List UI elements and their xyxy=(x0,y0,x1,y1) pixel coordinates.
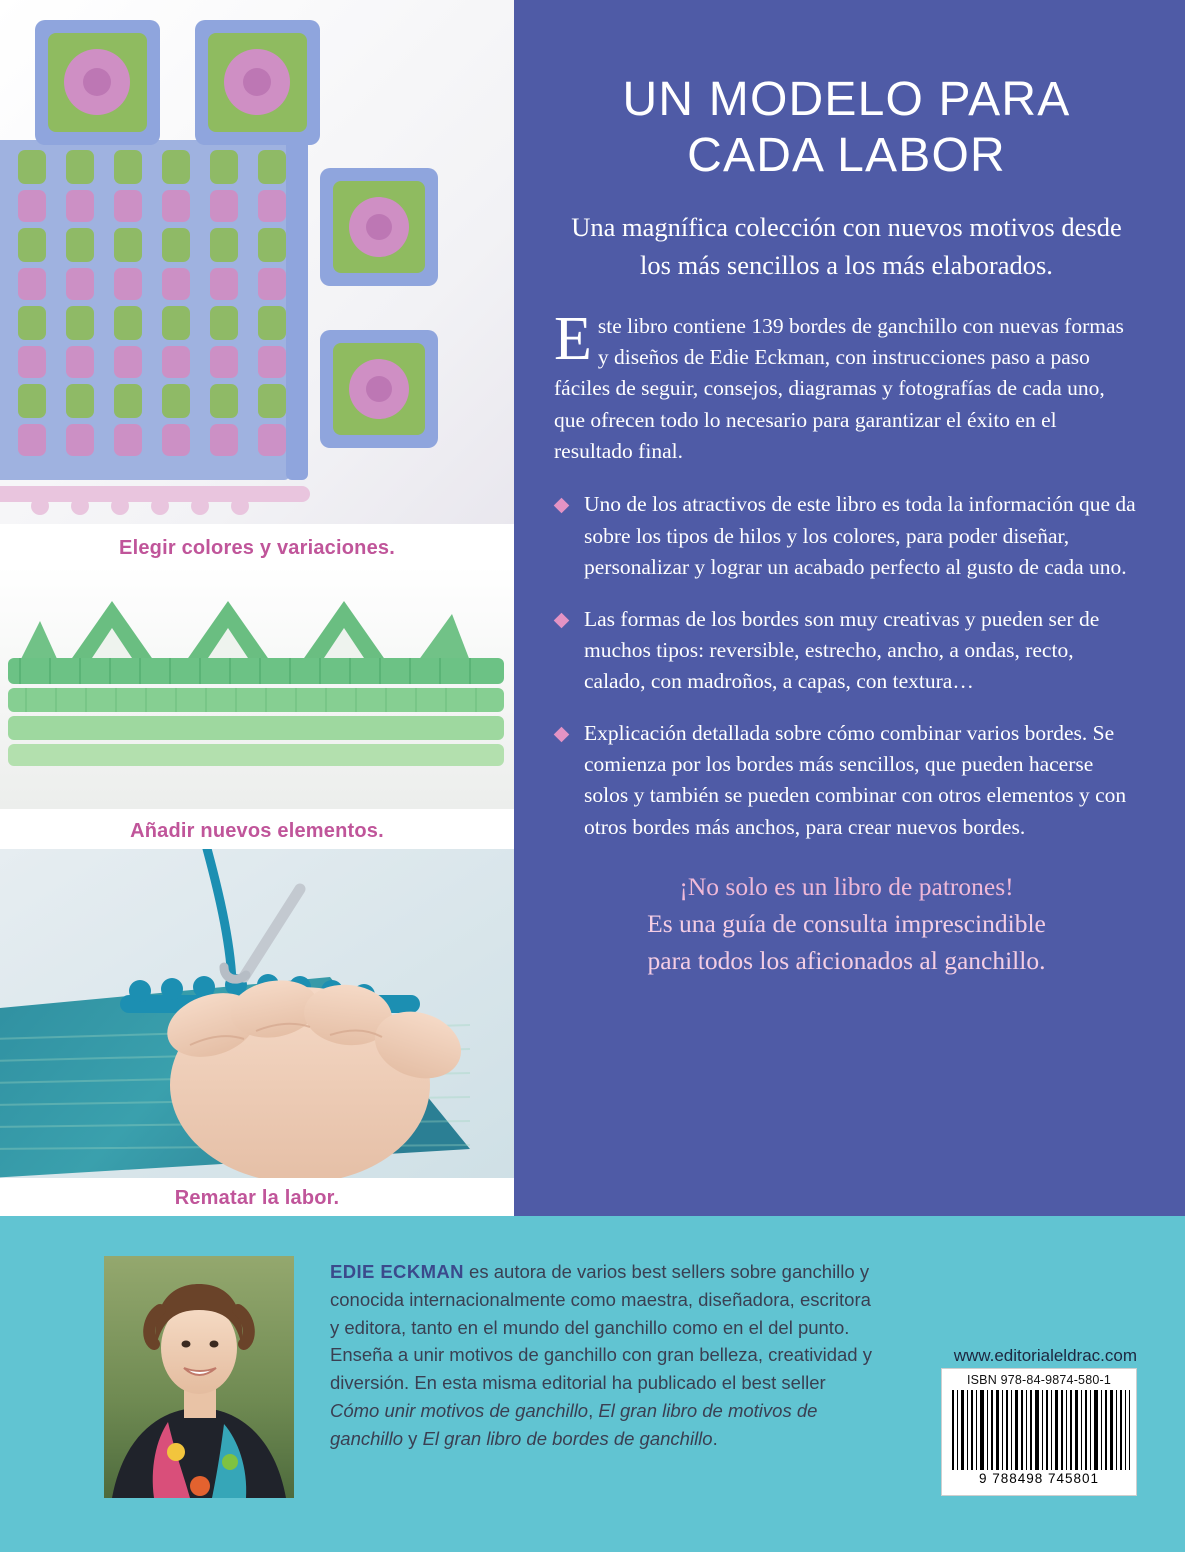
list-item xyxy=(554,604,1139,698)
page-title: UN MODELO PARA CADA LABOR xyxy=(622,73,1071,182)
drop-cap: E xyxy=(554,304,592,373)
green-edging-artwork xyxy=(0,566,514,809)
author-bio xyxy=(330,1258,875,1452)
text-column xyxy=(514,0,1185,1216)
hands-crocheting-artwork xyxy=(0,849,514,1178)
publisher-website[interactable]: www.editorialeldrac.com xyxy=(953,1346,1137,1365)
photo-caption: Rematar la labor. xyxy=(174,1187,340,1209)
intro-paragraph xyxy=(554,304,1139,468)
list-item-text: Explicación detallada sobre cómo combinar varios bordes. Se comienza por los bordes más sencillos, que pueden hacerse solos y también se pueden combinar con otros elementos y con otros bordes más anchos, para crear nuevos bordes. xyxy=(584,720,1127,839)
list-item-text: Las formas de los bordes son muy creativas y pueden ser de muchos tipos: reversible, estrecho, ancho, a ondas, recto, calado, con madroños, a capas, con textura… xyxy=(584,606,1100,694)
photo-column xyxy=(0,0,514,1216)
granny-square-svg xyxy=(0,0,514,524)
photo-caption: Añadir nuevos elementos. xyxy=(130,820,384,842)
photo-granny-squares xyxy=(0,0,514,566)
bio-sep-2: y xyxy=(403,1427,423,1449)
book-title-3: El gran libro de bordes de ganchillo xyxy=(422,1427,713,1449)
list-item xyxy=(554,489,1139,583)
author-portrait-svg xyxy=(104,1256,294,1498)
photo-hands-crocheting xyxy=(0,849,514,1216)
closing-line-1: ¡No solo es un libro de patrones! xyxy=(679,872,1014,902)
list-item-text: Uno de los atractivos de este libro es toda la información que da sobre los tipos de hilos y los colores, para poder diseñar, personalizar y lograr un acabado perfecto al gusto de cada uno. xyxy=(584,492,1136,580)
list-item xyxy=(554,718,1139,844)
intro-text: ste libro contiene 139 bordes de ganchillo con nuevas formas y diseños de Edie Eckman, con instrucciones paso a paso fáciles de seguir, consejos, diagramas y fotografías de cada uno, que ofrecen todo lo necesario para garantizar el éxito en el resultado final. xyxy=(554,313,1124,464)
photo-green-edging xyxy=(0,566,514,849)
book-title-1: Cómo unir motivos de ganchillo xyxy=(330,1399,589,1421)
bio-end: . xyxy=(712,1427,718,1449)
closing-line-2: Es una guía de consulta imprescindible xyxy=(647,908,1046,938)
book-title-2: El gran libro de motivos de ganchillo xyxy=(330,1399,818,1449)
author-bar xyxy=(0,1216,1185,1552)
barcode-bars xyxy=(948,1390,1130,1470)
photo-caption: Elegir colores y variaciones. xyxy=(119,537,395,559)
diamond-bullet-icon xyxy=(554,498,570,514)
author-portrait xyxy=(104,1256,294,1498)
author-bio-part1: es autora de varios best sellers sobre ganchillo y conocida internacionalmente como maestra, diseñadora, escritora y editora, tanto en el mundo del ganchillo como en el del punto. Enseña a unir motivos de ganchillo con gran belleza, creatividad y diversión. En esta misma editorial ha publicado el best seller xyxy=(330,1261,872,1393)
isbn-barcode xyxy=(941,1368,1137,1496)
isbn-label: ISBN 978-84-9874-580-1 xyxy=(966,1373,1112,1387)
granny-square-artwork xyxy=(0,0,514,524)
feature-list xyxy=(554,489,1139,843)
subtitle: Una magnífica colección con nuevos motivos desde los más sencillos a los más elaborados. xyxy=(571,212,1122,280)
diamond-bullet-icon xyxy=(554,612,570,628)
diamond-bullet-icon xyxy=(554,726,570,742)
closing-statement xyxy=(554,869,1139,979)
bio-sep-1: , xyxy=(588,1399,599,1421)
hands-crocheting-svg xyxy=(0,849,514,1178)
isbn-digits: 9 788498 745801 xyxy=(978,1471,1100,1486)
green-edging-svg xyxy=(0,566,514,809)
author-name: EDIE ECKMAN xyxy=(330,1261,464,1282)
closing-line-3: para todos los aficionados al ganchillo. xyxy=(647,945,1046,975)
